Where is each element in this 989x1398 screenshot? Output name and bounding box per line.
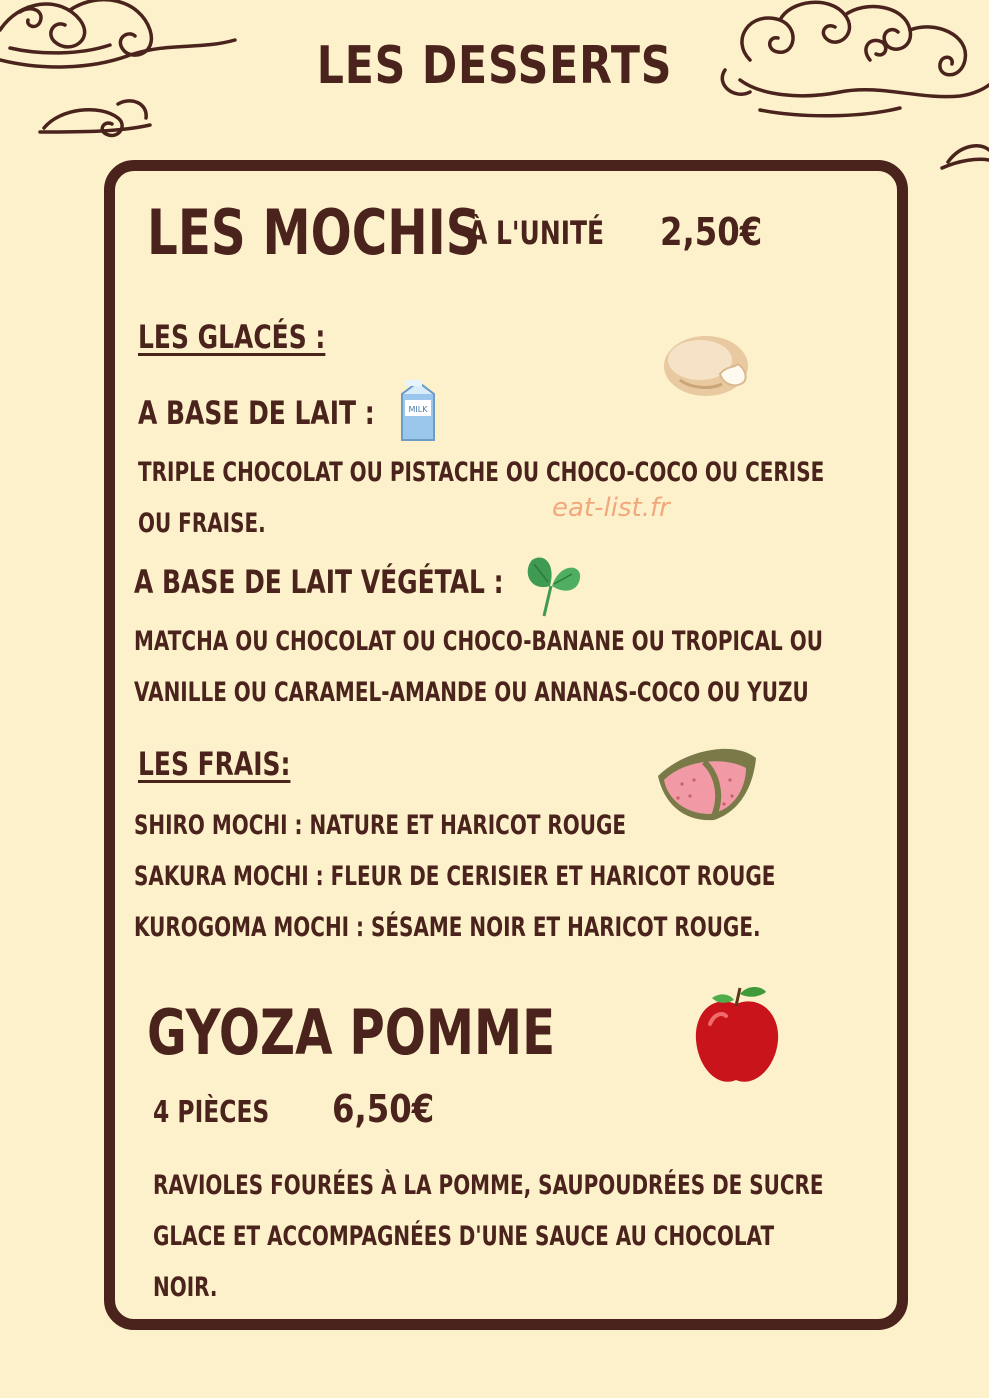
milk-carton-icon xyxy=(396,378,440,444)
mochi-ice-cream-icon xyxy=(660,330,752,400)
frais-item-1: SHIRO MOCHI : NATURE ET HARICOT ROUGE xyxy=(134,810,627,841)
frais-item-3: KUROGOMA MOCHI : SÉSAME NOIR ET HARICOT ROUGE. xyxy=(134,912,761,943)
lait-line-2: OU FRAISE. xyxy=(138,508,266,539)
lait-line-1: TRIPLE CHOCOLAT OU PISTACHE OU CHOCO-COCO OU CERISE xyxy=(138,457,825,488)
leaf-icon xyxy=(520,552,584,618)
gyoza-desc-1: RAVIOLES FOURÉES À LA POMME, SAUPOUDRÉES DE SUCRE xyxy=(153,1170,824,1201)
mochis-unit-label: À L'UNITÉ xyxy=(468,214,605,252)
gyoza-desc-3: NOIR. xyxy=(153,1272,218,1303)
vegetal-line-1: MATCHA OU CHOCOLAT OU CHOCO-BANANE OU TROPICAL OU xyxy=(134,626,823,657)
gyoza-price: 6,50€ xyxy=(332,1087,435,1131)
page-title: LES DESSERTS xyxy=(316,36,673,96)
gyoza-desc-2: GLACE ET ACCOMPAGNÉES D'UNE SAUCE AU CHOCOLAT xyxy=(153,1221,775,1252)
apple-icon xyxy=(692,984,782,1088)
frais-item-2: SAKURA MOCHI : FLEUR DE CERISIER ET HARICOT ROUGE xyxy=(134,861,776,892)
mochis-title: LES MOCHIS xyxy=(147,196,481,269)
mochis-price: 2,50€ xyxy=(660,210,763,254)
vegetal-line-2: VANILLE OU CARAMEL-AMANDE OU ANANAS-COCO OU YUZU xyxy=(134,677,809,708)
watermark: eat-list.fr xyxy=(552,493,670,523)
lait-label: A BASE DE LAIT : xyxy=(138,394,375,432)
vegetal-label: A BASE DE LAIT VÉGÉTAL : xyxy=(134,563,504,601)
glaces-heading: LES GLACÉS : xyxy=(138,318,326,356)
gyoza-title: GYOZA POMME xyxy=(147,996,556,1069)
sakura-mochi-icon xyxy=(654,740,760,824)
gyoza-pieces: 4 PIÈCES xyxy=(153,1095,270,1130)
milk-carton-text: MILK xyxy=(408,405,428,414)
frais-heading: LES FRAIS: xyxy=(138,745,291,783)
